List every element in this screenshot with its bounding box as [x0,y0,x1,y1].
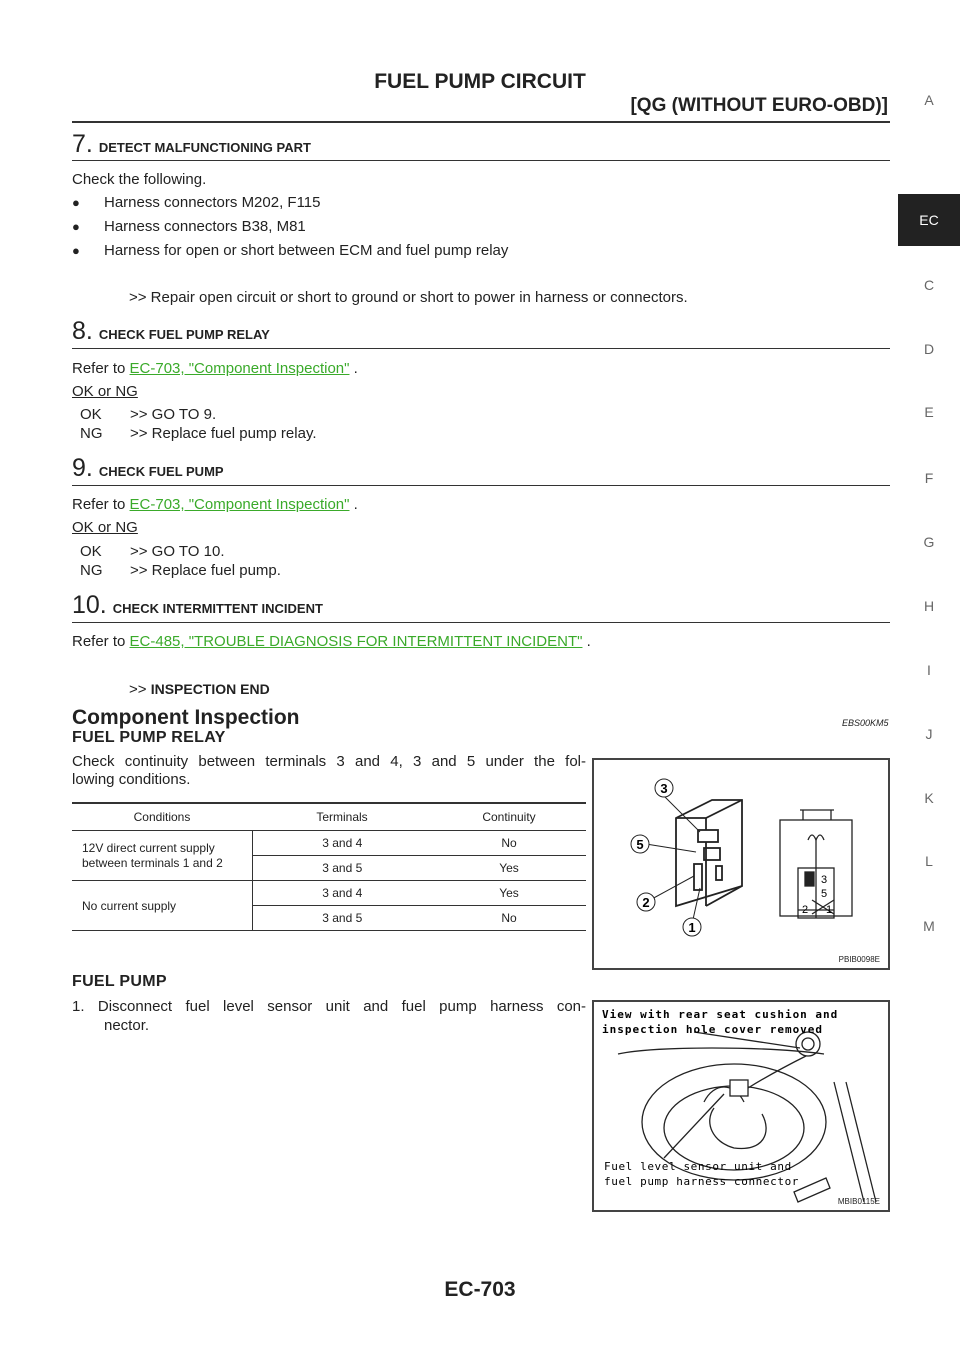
result-text: INSPECTION END [150,681,270,697]
bullet-icon: ● [72,219,80,234]
pump-label-2: fuel pump harness connector [604,1175,800,1188]
section-heading: Component Inspection [72,706,300,729]
ng-key: NG [80,562,103,579]
refer-prefix: Refer to [72,360,130,377]
side-index-m[interactable]: M [923,918,935,934]
side-index-a[interactable]: A [924,92,934,108]
continuity-cell: No [432,906,586,931]
bullet-text: Harness for open or short between ECM and fuel pump relay [104,242,509,259]
section-code: EBS00KM5 [842,718,889,728]
step-9-ok-row [80,543,225,561]
step-10-number: 10. [72,591,107,619]
terminals-cell: 3 and 5 [252,856,432,881]
condition-cell: No current supply [72,881,252,931]
refer-suffix: . [349,360,358,377]
step-8-ok-row [80,406,216,424]
side-index-j[interactable]: J [925,726,933,742]
refer-suffix: . [582,633,591,650]
ng-value: >> Replace fuel pump relay. [130,425,317,442]
step-8-number: 8. [72,317,93,345]
ok-key: OK [80,543,102,560]
step-10-title: CHECK INTERMITTENT INCIDENT [112,601,323,616]
table-row [72,831,586,856]
header-rule [72,121,890,123]
ok-value: >> GO TO 10. [130,543,225,560]
step-9-number: 9. [72,454,93,482]
step-10-link[interactable]: EC-485, "TROUBLE DIAGNOSIS FOR INTERMITTENT INCIDENT" [129,633,583,650]
side-index-h[interactable]: H [923,598,935,614]
step-9-rule [72,485,890,486]
header-conditions: Conditions [72,803,252,831]
relay-figure [592,758,890,970]
bullet-text: Harness connectors B38, M81 [104,218,306,235]
ok-key: OK [80,406,102,423]
condition-cell [72,831,252,881]
pump-caption-1: View with rear seat cushion and [602,1008,839,1021]
page-subtitle: [QG (WITHOUT EURO-OBD)] [630,95,888,116]
pump-diagram [594,1002,888,1210]
step-7-heading [72,130,311,159]
ok-value: >> GO TO 9. [130,406,217,423]
relay-body-shape [676,800,742,906]
refer-prefix: Refer to [72,633,130,650]
page-number: EC-703 [444,1278,516,1301]
callout-label-1: 1 [688,920,696,935]
step-7-result: >> Repair open circuit or short to ground or short to power in harness or connectors. [129,289,688,306]
terminal-1: 1 [826,904,833,916]
terminal-2: 2 [802,904,809,916]
side-index-k[interactable]: K [924,790,934,806]
callout-label-2: 2 [642,895,650,910]
pump-label-1: Fuel level sensor unit and [604,1160,792,1173]
relay-schematic [780,810,852,918]
continuity-cell: No [432,831,586,856]
continuity-cell: Yes [432,881,586,906]
relay-figure-code: PBIB0098E [838,955,880,964]
continuity-table [72,802,586,931]
step-10-rule [72,622,890,623]
ng-value: >> Replace fuel pump. [130,562,281,579]
step-7-title: DETECT MALFUNCTIONING PART [98,140,311,155]
bullet-icon: ● [72,243,80,258]
result-prefix: >> [129,681,151,698]
bullet-icon: ● [72,195,80,210]
table-row [72,881,586,906]
relay-heading: FUEL PUMP RELAY [72,729,226,746]
callout-label-5: 5 [636,837,644,852]
step-10-refer [72,633,591,651]
terminal-5: 5 [821,888,828,900]
ng-key: NG [80,425,103,442]
step-8-refer [72,360,358,378]
step-9-link[interactable]: EC-703, "Component Inspection" [129,496,350,513]
terminals-cell: 3 and 5 [252,906,432,931]
pump-figure-code: MBIB0115E [837,1197,880,1206]
step-8-rule [72,348,890,349]
pump-step-1: 1. Disconnect fuel level sensor unit and fuel pump harness con- [72,998,586,1015]
step-9-heading [72,454,224,483]
step-8-ng-row [80,425,317,443]
step-9-ng-row [80,562,281,580]
terminal-3: 3 [821,874,828,886]
side-index-d[interactable]: D [923,341,935,357]
side-index-e[interactable]: E [924,404,934,420]
condition-line-1: 12V direct current supply [82,840,215,855]
step-8-link[interactable]: EC-703, "Component Inspection" [129,360,350,377]
terminals-cell: 3 and 4 [252,881,432,906]
step-8-title: CHECK FUEL PUMP RELAY [98,327,270,342]
side-index-ec[interactable]: EC [898,194,960,246]
side-index-g[interactable]: G [923,534,935,550]
step-9-title: CHECK FUEL PUMP [98,464,224,479]
side-index-c[interactable]: C [923,277,935,293]
bullet-text: Harness connectors M202, F115 [104,194,321,211]
continuity-cell: Yes [432,856,586,881]
condition-line-2: between terminals 1 and 2 [82,855,223,870]
pump-heading: FUEL PUMP [72,973,167,990]
page-title: FUEL PUMP CIRCUIT [374,70,586,93]
step-9-ok-or-ng: OK or NG [72,519,138,536]
header-terminals: Terminals [252,803,432,831]
step-7-intro: Check the following. [72,171,207,188]
step-7-rule [72,160,890,161]
step-10-result [129,680,270,699]
refer-prefix: Refer to [72,496,130,513]
step-7-bullet-1 [72,194,321,211]
relay-text-2: lowing conditions. [72,771,191,788]
step-8-heading [72,317,270,346]
terminals-cell: 3 and 4 [252,831,432,856]
side-index-f[interactable]: F [924,470,934,486]
pump-caption-2: inspection hole cover removed [602,1023,824,1036]
side-index-l[interactable]: L [925,853,933,869]
step-7-number: 7. [72,130,93,158]
header-continuity: Continuity [432,803,586,831]
relay-diagram [594,760,888,968]
step-9-refer [72,496,358,514]
relay-text-1: Check continuity between terminals 3 and 4, 3 and 5 under the fol- [72,753,586,770]
table-header-row [72,803,586,831]
pump-figure [592,1000,890,1212]
step-7-bullet-3 [72,242,508,259]
side-index-i[interactable]: I [927,662,931,678]
step-7-bullet-2 [72,218,306,235]
refer-suffix: . [349,496,358,513]
step-8-ok-or-ng: OK or NG [72,383,138,400]
callout-label-3: 3 [660,781,668,796]
step-10-heading [72,591,323,620]
pump-step-1b: nector. [104,1017,150,1034]
